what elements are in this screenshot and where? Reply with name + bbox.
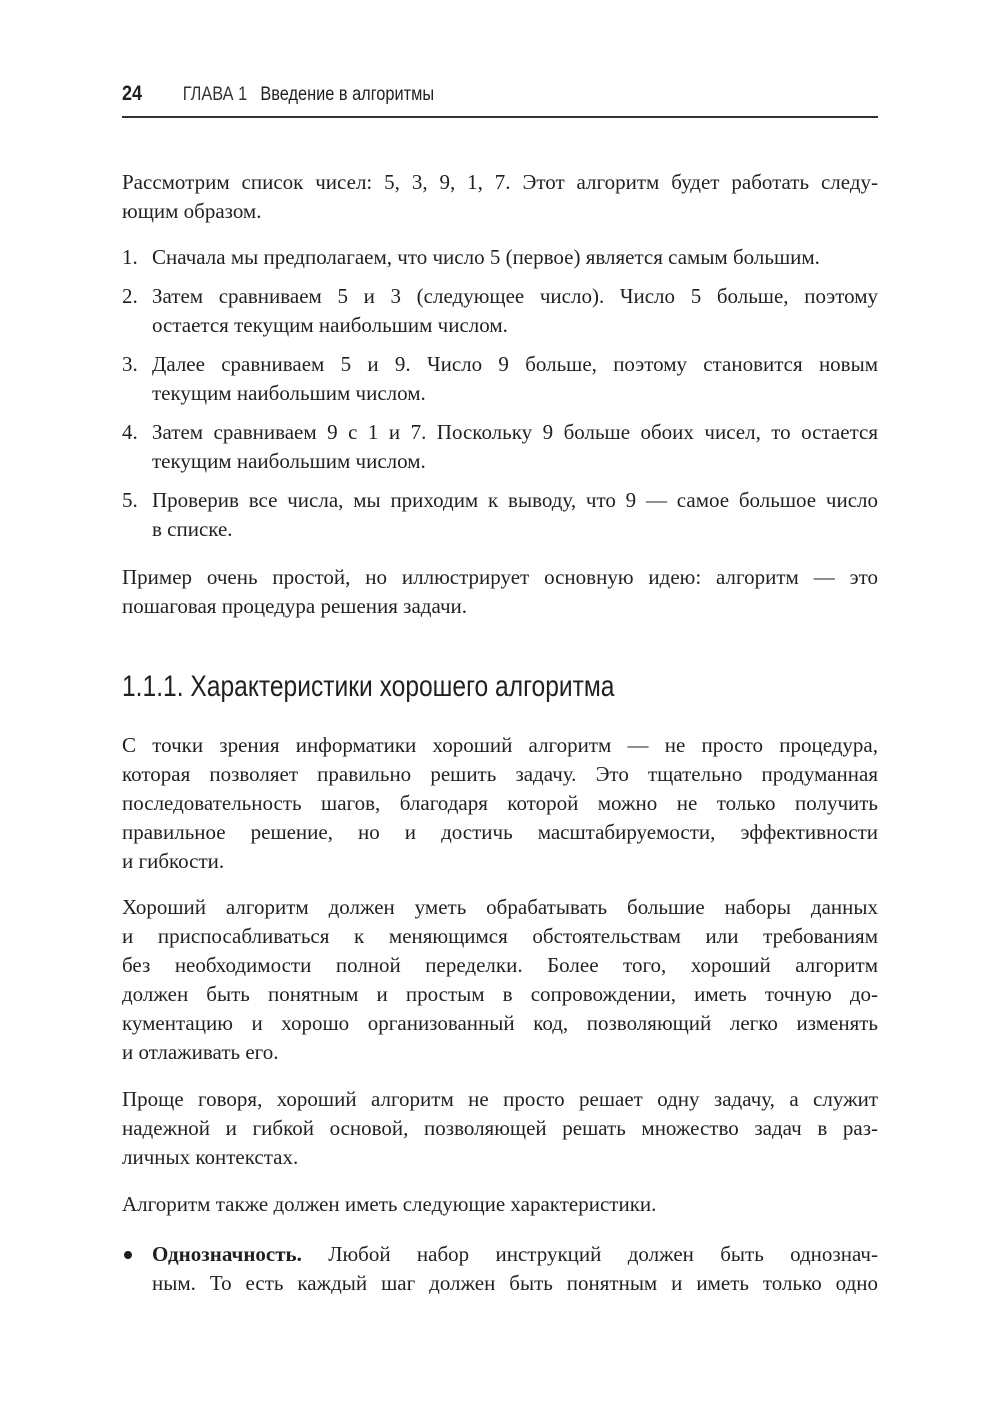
list-number: 1. <box>122 245 138 269</box>
list-number: 2. <box>122 284 138 308</box>
list-item <box>122 350 878 408</box>
line: Хороший алгоритм должен уметь обрабатывать большие наборы данных <box>122 895 878 919</box>
line: в списке. <box>152 517 233 541</box>
list-number: 5. <box>122 488 138 512</box>
list-item <box>122 486 878 544</box>
line: личных контекстах. <box>122 1145 299 1169</box>
line: Проще говоря, хороший алгоритм не просто решает одну задачу, а служит <box>122 1087 878 1111</box>
line: текущим наибольшим числом. <box>152 449 426 473</box>
bullet-icon <box>124 1251 132 1259</box>
line: кументацию и хорошо организованный код, позволяющий легко изменять <box>122 1011 878 1035</box>
line: С точки зрения информатики хороший алгоритм — не просто процедура, <box>122 733 878 757</box>
bullet-text: Любой набор инструкций должен быть однознач- <box>301 1242 878 1266</box>
line: правильное решение, но и достичь масштабируемости, эффективности <box>122 820 878 844</box>
intro-paragraph <box>122 168 878 226</box>
page-number: 24 <box>122 82 143 105</box>
bullet-term: Однозначность. <box>152 1242 302 1266</box>
line: Далее сравниваем 5 и 9. Число 9 больше, поэтому становится новым <box>152 352 878 376</box>
summary-paragraph <box>122 563 878 621</box>
line: должен быть понятным и простым в сопровождении, иметь точную до- <box>122 982 878 1006</box>
line <box>152 1240 878 1269</box>
paragraph <box>122 893 878 1067</box>
line: и гибкости. <box>122 849 225 873</box>
chapter-label: ГЛАВА 1 <box>182 84 248 105</box>
line: и отлаживать его. <box>122 1040 279 1064</box>
line: Затем сравниваем 5 и 3 (следующее число). Число 5 больше, поэтому <box>152 284 878 308</box>
paragraph <box>122 1190 878 1219</box>
list-item <box>122 418 878 476</box>
paragraph <box>122 1085 878 1172</box>
line: пошаговая процедура решения задачи. <box>122 594 467 618</box>
line: Сначала мы предполагаем, что число 5 (первое) является самым большим. <box>152 245 820 269</box>
list-number: 3. <box>122 352 138 376</box>
line: ющим образом. <box>122 199 262 223</box>
line: Алгоритм также должен иметь следующие характеристики. <box>122 1192 657 1216</box>
line: последовательность шагов, благодаря которой можно не только получить <box>122 791 878 815</box>
line: остается текущим наибольшим числом. <box>152 313 508 337</box>
paragraph <box>122 731 878 876</box>
running-header <box>122 82 434 106</box>
header-rule <box>122 116 878 118</box>
list-number: 4. <box>122 420 138 444</box>
list-item <box>122 243 878 272</box>
line: Проверив все числа, мы приходим к выводу, что 9 — самое большое число <box>152 488 878 512</box>
line: ным. То есть каждый шаг должен быть понятным и иметь только одно <box>152 1271 878 1295</box>
chapter-title: Введение в алгоритмы <box>260 84 435 105</box>
line: надежной и гибкой основой, позволяющей решать множество задач в раз- <box>122 1116 878 1140</box>
line: Затем сравниваем 9 с 1 и 7. Поскольку 9 больше обоих чисел, то остается <box>152 420 878 444</box>
list-item <box>122 282 878 340</box>
line: Рассмотрим список чисел: 5, 3, 9, 1, 7. Этот алгоритм будет работать следу- <box>122 170 878 194</box>
section-heading: 1.1.1. Характеристики хорошего алгоритма <box>122 670 615 703</box>
line: без необходимости полной переделки. Более того, хороший алгоритм <box>122 953 878 977</box>
line: которая позволяет правильно решить задачу. Это тщательно продуманная <box>122 762 878 786</box>
bullet-item <box>122 1240 878 1298</box>
line: и приспосабливаться к меняющимся обстоятельствам или требованиям <box>122 924 878 948</box>
line: Пример очень простой, но иллюстрирует основную идею: алгоритм — это <box>122 565 878 589</box>
line: текущим наибольшим числом. <box>152 381 426 405</box>
